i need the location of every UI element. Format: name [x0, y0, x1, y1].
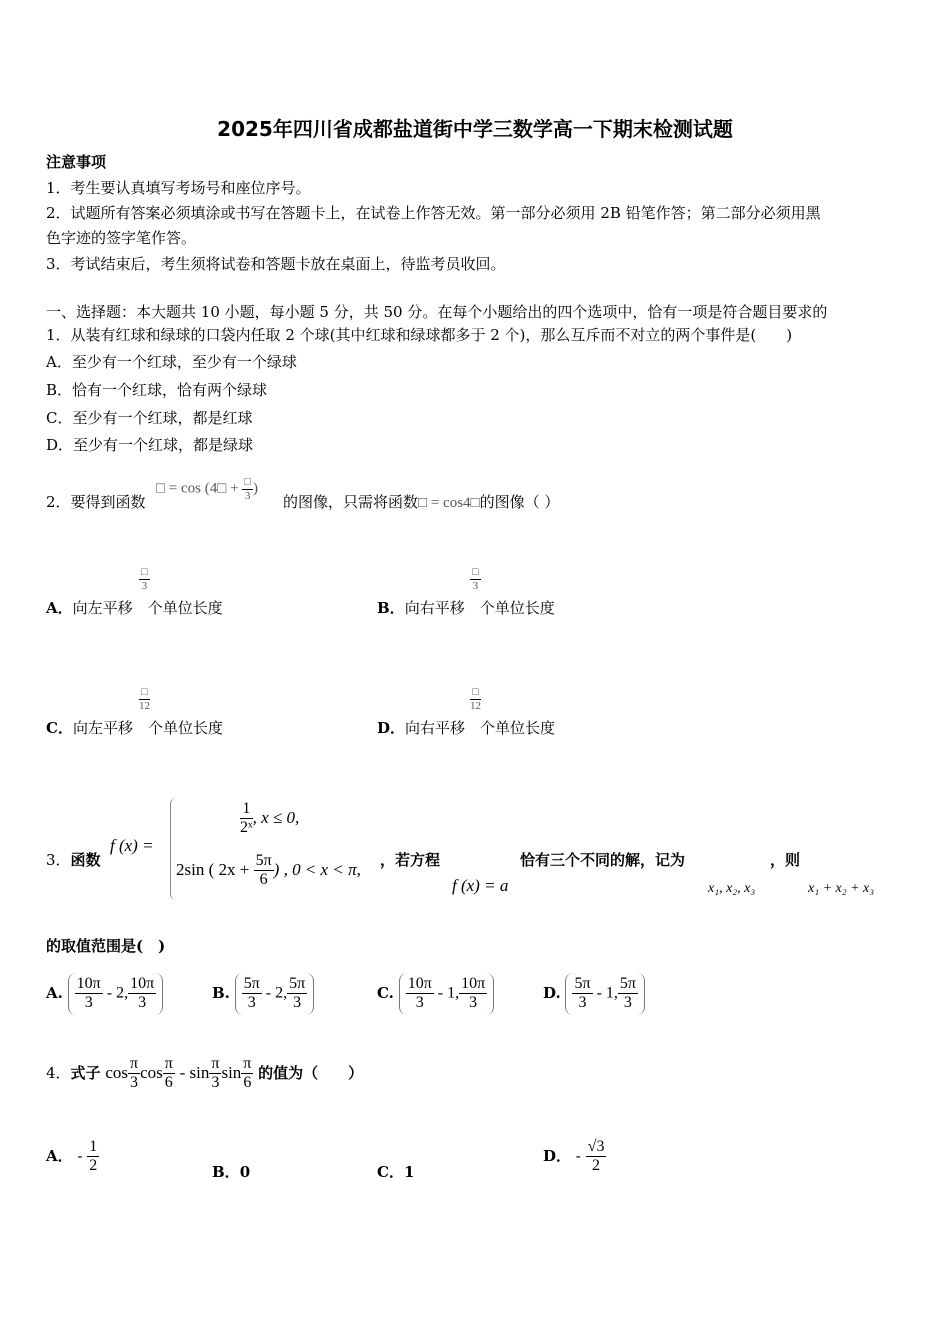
option-text: 向左平移 — [72, 599, 133, 617]
sin-text: - sin — [179, 1062, 210, 1082]
q4-option-a — [46, 1138, 99, 1176]
denominator: 6 — [259, 871, 268, 889]
denominator: 3 — [130, 1074, 139, 1092]
denominator: 3 — [293, 994, 302, 1012]
q1-option-b: B．恰有一个红球，恰有两个绿球 — [46, 381, 268, 399]
interval-mid: - 2, — [265, 984, 288, 1002]
denominator: 3 — [247, 994, 256, 1012]
option-label: C. — [377, 983, 394, 1002]
denominator: 3 — [623, 994, 632, 1012]
option-text: 个单位长度 — [147, 719, 223, 737]
notice-item: 2．试题所有答案必须填涂或书写在答题卡上，在试卷上作答无效。第一部分必须用 2B 铅笔作答；第二部分必须用黑 — [46, 204, 821, 222]
fraction — [459, 975, 487, 1013]
q2-c-fraction — [139, 686, 150, 712]
interval — [399, 973, 494, 1015]
option-label: C． — [46, 719, 73, 737]
denominator: 3 — [415, 994, 424, 1012]
fraction — [163, 1055, 175, 1093]
q3-line2: 的取值范围是( ) — [46, 937, 166, 955]
notice-heading: 注意事项 — [46, 153, 107, 171]
q4-option-c — [377, 1161, 414, 1182]
q4-stem — [46, 1055, 363, 1093]
sin-text: sin — [221, 1062, 242, 1082]
numerator: □ — [244, 476, 251, 488]
numerator: □ — [139, 686, 150, 700]
denominator: 12 — [470, 699, 481, 712]
q1-option-c: C．至少有一个红球，都是红球 — [46, 409, 253, 427]
interval — [565, 973, 644, 1015]
numerator: π — [128, 1055, 140, 1074]
q1-option-d: D．至少有一个红球，都是绿球 — [46, 436, 254, 454]
formula-text: ) — [252, 480, 258, 497]
fraction — [128, 1055, 140, 1093]
interval-mid: - 1, — [437, 984, 460, 1002]
case1-fraction — [240, 800, 253, 838]
numerator: □ — [470, 686, 481, 700]
q2-post: 的图像（ ） — [479, 493, 560, 511]
q3-option-b — [212, 973, 314, 1015]
option-text: 向左平移 — [72, 719, 133, 737]
denominator: 2 — [89, 1157, 98, 1175]
q4-pre: 式子 — [70, 1063, 101, 1082]
formula-text: □ = cos (4□ + — [156, 480, 243, 497]
denominator: 6 — [164, 1074, 173, 1092]
fraction — [209, 1055, 221, 1093]
q4-number: 4． — [46, 1063, 71, 1082]
numerator: 5π — [242, 975, 262, 994]
q3-option-d — [543, 973, 645, 1015]
fraction — [618, 975, 638, 1013]
q3-text3: ，则 — [770, 851, 801, 869]
q2-option-c — [46, 717, 223, 738]
cos-text: cos — [140, 1062, 163, 1082]
q3-fx: f (x) = — [110, 836, 154, 855]
interval — [235, 973, 314, 1015]
numerator: 1 — [240, 800, 253, 819]
q2-option-b — [377, 597, 555, 618]
cos-text: cos — [105, 1062, 129, 1082]
option-label: C． — [377, 1163, 404, 1181]
numerator: 10π — [459, 975, 487, 994]
q4-post: 的值为（ ） — [258, 1063, 364, 1082]
q2-number: 2． — [46, 493, 71, 511]
q2-a-fraction — [139, 566, 150, 592]
option-label: B． — [377, 599, 405, 617]
q2-d-fraction — [470, 686, 481, 712]
fraction — [87, 1138, 99, 1176]
fraction — [406, 975, 434, 1013]
numerator: 5π — [254, 852, 274, 871]
denominator: 3 — [141, 579, 148, 592]
interval-mid: - 2, — [106, 984, 129, 1002]
q3-number: 3． — [46, 851, 71, 869]
denominator: 6 — [243, 1074, 252, 1092]
q3-case2 — [176, 852, 361, 890]
q2-mid-text: 的图像，只需将函数 — [283, 493, 419, 511]
numerator: π — [241, 1055, 253, 1074]
numerator: 5π — [287, 975, 307, 994]
fraction — [572, 975, 592, 1013]
option-label: A． — [46, 1146, 73, 1165]
numerator: 10π — [75, 975, 103, 994]
q1-option-a: A．至少有一个红球，至少有一个绿球 — [46, 353, 297, 371]
interval-mid: - 1, — [596, 984, 618, 1002]
denominator: 3 — [138, 994, 147, 1012]
option-label: B. — [212, 983, 230, 1002]
option-text: 向右平移 — [405, 719, 466, 737]
fraction — [242, 975, 262, 1013]
case2-text: 2sin ( 2x + — [176, 859, 254, 879]
q3-text1: ，若方程 — [380, 851, 441, 869]
numerator: π — [163, 1055, 175, 1074]
denominator: 2 — [592, 1157, 601, 1175]
option-label: D． — [543, 1146, 572, 1165]
q3-equation: f (x) = a — [452, 876, 509, 895]
denominator: 2ˣ — [240, 819, 253, 837]
q2-pre: 要得到函数 — [70, 493, 146, 511]
formula-fraction — [242, 476, 253, 502]
page-title: 2025年四川省成都盐道街中学三数学高一下期末检测试题 — [217, 117, 733, 141]
q3-option-a — [46, 973, 163, 1015]
notice-item: 色字迹的签字笔作答。 — [46, 229, 197, 247]
q2-option-a — [46, 597, 223, 618]
q2-formula2: □ = cos4□ — [418, 495, 480, 511]
numerator: □ — [472, 566, 479, 578]
q2-b-fraction — [470, 566, 481, 592]
q2-stem — [46, 491, 146, 512]
option-value: 0 — [239, 1163, 251, 1181]
q3-case1 — [240, 800, 299, 838]
fraction — [241, 1055, 253, 1093]
fraction — [586, 1138, 607, 1176]
sign: - — [575, 1146, 581, 1165]
option-value: 1 — [403, 1163, 415, 1181]
option-label: A． — [46, 599, 73, 617]
denominator: 3 — [84, 994, 93, 1012]
option-text: 个单位长度 — [480, 719, 556, 737]
option-label: D. — [543, 983, 561, 1002]
numerator: 10π — [128, 975, 156, 994]
option-label: B． — [212, 1163, 240, 1181]
denominator: 3 — [472, 579, 479, 592]
q2-formula1 — [156, 476, 258, 502]
sign: - — [77, 1146, 83, 1165]
q3-pre: 函数 — [70, 851, 101, 869]
q3-stem — [46, 849, 101, 870]
denominator: 3 — [469, 994, 478, 1012]
numerator: 5π — [618, 975, 638, 994]
q2-mid — [283, 491, 559, 512]
numerator: □ — [141, 566, 148, 578]
option-label: D． — [377, 719, 406, 737]
fraction — [75, 975, 103, 1013]
q2-option-d — [377, 717, 555, 738]
case2-fraction — [254, 852, 274, 890]
option-text: 个单位长度 — [479, 599, 555, 617]
numerator: π — [209, 1055, 221, 1074]
notice-item: 3．考试结束后，考生须将试卷和答题卡放在桌面上，待监考员收回。 — [46, 255, 506, 273]
option-text: 向右平移 — [404, 599, 465, 617]
case1-condition: , x ≤ 0, — [252, 807, 300, 827]
option-label: A. — [46, 983, 63, 1002]
notice-item: 1．考生要认真填写考场号和座位序号。 — [46, 179, 311, 197]
q4-option-b — [212, 1161, 250, 1182]
numerator: 10π — [406, 975, 434, 994]
section-heading: 一、选择题：本大题共 10 小题，每小题 5 分，共 50 分。在每个小题给出的四个选项中，恰有一项是符合题目要求的 — [46, 303, 828, 321]
q3-option-c — [377, 973, 494, 1015]
fraction — [128, 975, 156, 1013]
q3-sum: x₁ + x₂ + x₃ — [808, 881, 875, 896]
q4-option-d — [543, 1138, 606, 1176]
numerator: 1 — [87, 1138, 99, 1157]
option-text: 个单位长度 — [147, 599, 223, 617]
q1-stem: 1．从装有红球和绿球的口袋内任取 2 个球(其中红球和绿球都多于 2 个)，那么互斥而不对立的两个事件是( ) — [46, 326, 793, 344]
interval — [68, 973, 163, 1015]
numerator: √3 — [586, 1138, 607, 1157]
denominator: 3 — [244, 489, 251, 502]
numerator: 5π — [572, 975, 592, 994]
denominator: 12 — [139, 699, 150, 712]
fraction — [287, 975, 307, 1013]
case2-condition: ) , 0 < x < π, — [273, 859, 361, 879]
q3-text2: 恰有三个不同的解，记为 — [520, 851, 686, 869]
denominator: 3 — [211, 1074, 220, 1092]
denominator: 3 — [578, 994, 587, 1012]
q3-roots: x₁, x₂, x₃ — [708, 881, 756, 896]
